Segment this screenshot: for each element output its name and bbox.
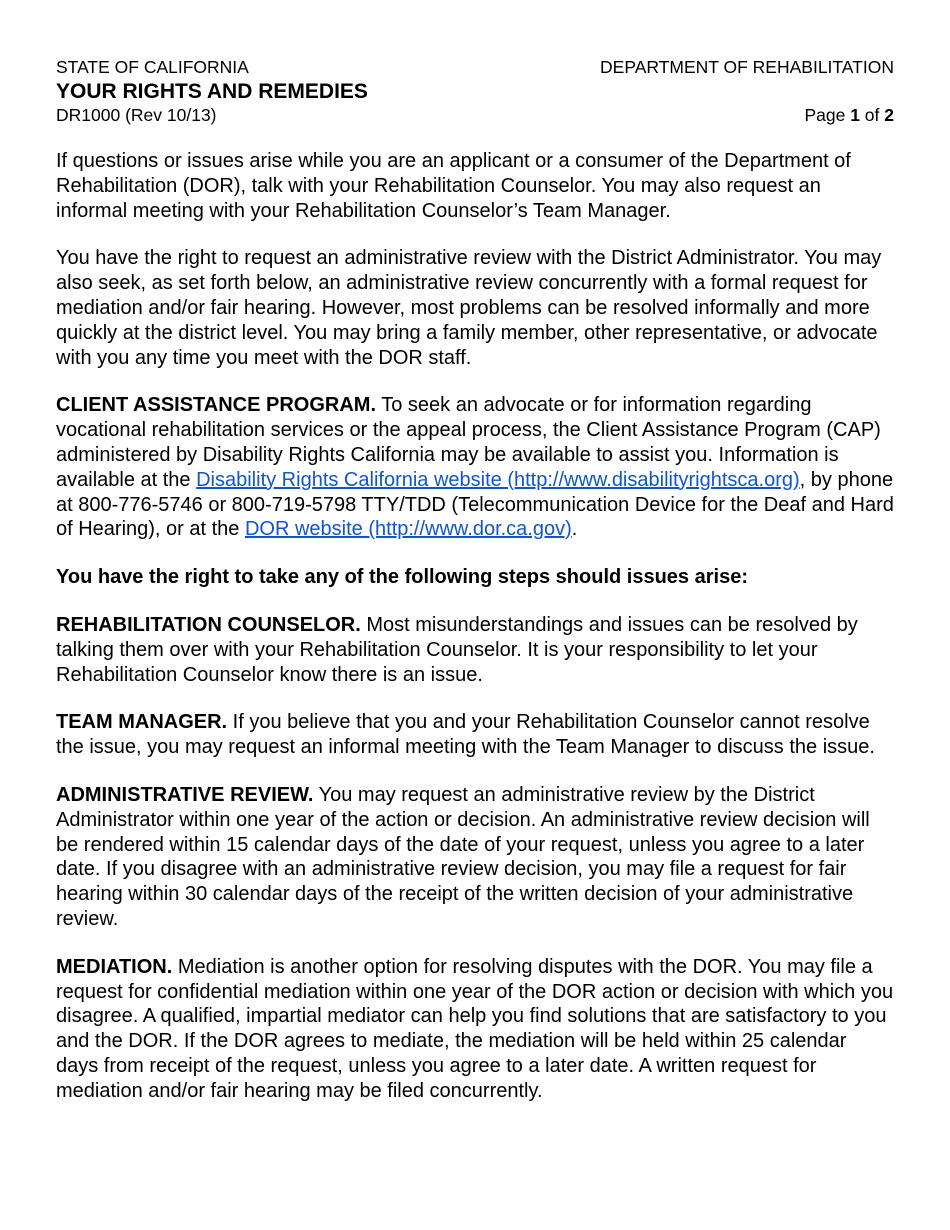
mediation-text: Mediation is another option for resolving disputes with the DOR. You may file a request for confidential mediation within one year of the DOR action or decision with which you disagree. A qualified, impartial mediator can help you find solutions that are satisfactory to you and the DOR. If the DOR agrees to mediate, the mediation will be held within 25 calendar days from receipt of the request, unless you agree to a later date. A written request for mediation and/or fair hearing may be filed concurrently. — [56, 955, 894, 1102]
steps-intro-text: You have the right to take any of the following steps should issues arise: — [56, 566, 748, 589]
cap-heading: CLIENT ASSISTANCE PROGRAM. — [56, 394, 377, 417]
document-body — [56, 149, 894, 1104]
team-manager-heading: TEAM MANAGER. — [56, 711, 228, 734]
page-of: of — [859, 105, 885, 125]
dor-website-link[interactable]: DOR website (http://www.dor.ca.gov) — [244, 518, 572, 541]
cap-text-1: To seek an advocate or for information regarding vocational rehabilitation services or the appeal process, the Client Assistance Program (CAP) administered by Disability Rights California may be available to assist you. Information is available at the — [56, 394, 881, 491]
counselor-text: Most misunderstandings and issues can be resolved by talking them over with your Rehabilitation Counselor. It is your responsibility to let your Rehabilitation Counselor know there is an issue. — [56, 613, 858, 686]
page-current: 1 — [850, 105, 860, 125]
cap-text-2: , by phone at 800-776-5746 or 800-719-5798 TTY/TDD (Telecommunication Device for the Deaf and Hard of Hearing), or at the — [56, 468, 894, 541]
disability-rights-link[interactable]: Disability Rights California website (http://www.disabilityrightsca.org) — [196, 468, 800, 491]
document-title: YOUR RIGHTS AND REMEDIES — [56, 80, 368, 103]
steps-intro — [56, 565, 894, 590]
state-label: STATE OF CALIFORNIA — [56, 57, 249, 77]
mediation-heading: MEDIATION. — [56, 955, 173, 978]
counselor-heading: REHABILITATION COUNSELOR. — [56, 613, 361, 636]
counselor-paragraph — [56, 613, 894, 687]
cap-text-3: . — [571, 518, 578, 541]
intro-paragraph: If questions or issues arise while you are an applicant or a consumer of the Department of Rehabilitation (DOR), talk with your Rehabilitation Counselor. You may also request an informal meeting with your Rehabilitation Counselor’s Team Manager. — [56, 150, 851, 222]
team-manager-text: If you believe that you and your Rehabilitation Counselor cannot resolve the issue, you may request an informal meeting with the Team Manager to discuss the issue. — [56, 711, 875, 759]
team-manager-paragraph — [56, 710, 894, 760]
document-page — [56, 56, 894, 1127]
mediation-paragraph — [56, 955, 894, 1104]
cap-paragraph — [56, 393, 894, 542]
form-id: DR1000 (Rev 10/13) — [56, 105, 217, 125]
header-row-3 — [56, 104, 894, 127]
header-row-1 — [56, 56, 894, 79]
department-label: DEPARTMENT OF REHABILITATION — [600, 57, 894, 77]
rights-paragraph: You have the right to request an administrative review with the District Administrator. You may also seek, as set forth below, an administrative review concurrently with a formal request for mediation and/or fair hearing. However, most problems can be resolved informally and more quickly at the district level. You may bring a family member, other representative, or advocate with you any time you meet with the DOR staff. — [56, 247, 882, 369]
page-number — [804, 104, 894, 127]
admin-review-text: You may request an administrative review by the District Administrator within one year of the action or decision. An administrative review decision will be rendered within 15 calendar days of the date of your request, unless you agree to a later date. If you disagree with an administrative review decision, you may file a request for fair hearing within 30 calendar days of the receipt of the written decision of your administrative review. — [56, 783, 870, 930]
page-label: Page — [804, 105, 851, 125]
admin-review-heading: ADMINISTRATIVE REVIEW. — [56, 783, 314, 806]
admin-review-paragraph — [56, 783, 894, 932]
page-total: 2 — [884, 105, 894, 125]
